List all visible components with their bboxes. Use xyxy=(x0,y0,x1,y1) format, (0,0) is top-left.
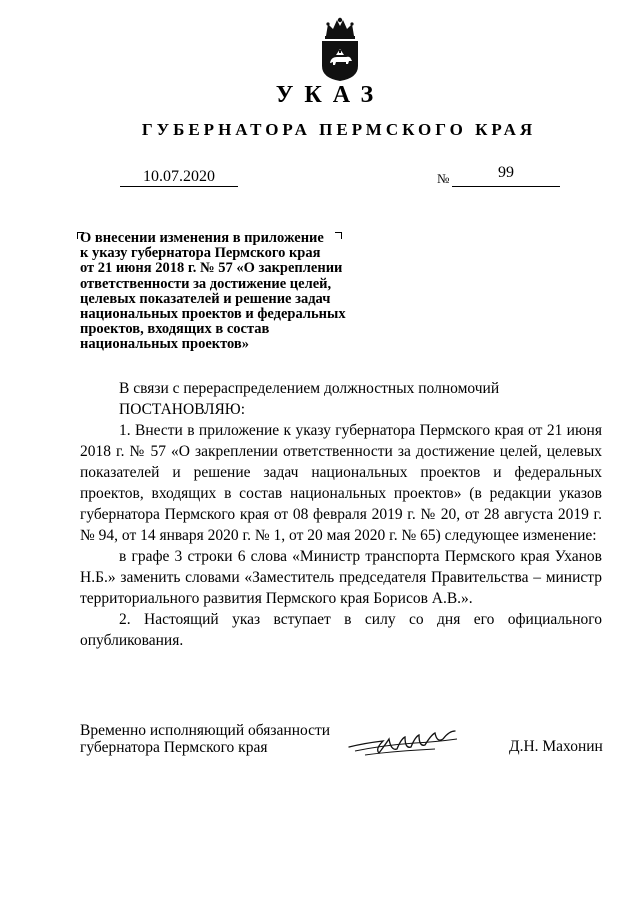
item-1-change-paragraph: в графе 3 строки 6 слова «Министр транспорта Пермского края Уханов Н.Б.» заменить словами «Заместитель председателя Правительства – министр территориального развития Пермского края Борисов А.В.». xyxy=(80,548,602,607)
issuer-heading: ГУБЕРНАТОРА ПЕРМСКОГО КРАЯ xyxy=(141,120,537,139)
number-sign: № xyxy=(437,171,450,186)
signer-position-line: губернатора Пермского края xyxy=(80,739,268,756)
title-line: целевых показателей и решение задач xyxy=(80,290,331,307)
title-line: О внесении изменения в приложение xyxy=(80,230,324,246)
handwritten-signature-icon xyxy=(345,725,465,761)
title-corner-bracket-left xyxy=(77,232,84,239)
signer-position xyxy=(80,722,330,756)
title-corner-bracket-right xyxy=(335,232,342,239)
title-line: ответственности за достижение целей, xyxy=(80,275,332,292)
item-2-paragraph: 2. Настоящий указ вступает в силу со дня его официального опубликования. xyxy=(80,611,602,649)
document-title xyxy=(80,231,380,353)
item-1-paragraph: 1. Внести в приложение к указу губернатора Пермского края от 21 июня 2018 г. № 57 «О закреплении ответственности за достижение целей, целевых показателей и решение задач национальных проектов и федеральных проектов, входящих в состав национальных проектов» (в редакции указов губернатора Пермского края от 08 февраля 2019 г. № 20, от 28 августа 2019 г. № 94, от 14 января 2020 г. № 1, от 20 мая 2020 г. № 65) следующее изменение: xyxy=(80,422,602,544)
decree-word: ПОСТАНОВЛЯЮ: xyxy=(119,401,246,418)
signer-position-line: Временно исполняющий обязанности xyxy=(80,722,331,739)
title-line: национальных проектов и федеральных xyxy=(80,306,346,323)
intro-paragraph: В связи с перераспределением должностных полномочий xyxy=(119,380,500,397)
signer-name: Д.Н. Махонин xyxy=(509,738,603,755)
title-line: от 21 июня 2018 г. № 57 «О закреплении xyxy=(80,260,343,277)
document-type-heading: УКАЗ xyxy=(275,82,385,108)
document-date: 10.07.2020 xyxy=(120,168,238,187)
title-line: проектов, входящих в состав xyxy=(80,321,270,338)
title-line: к указу губернатора Пермского края xyxy=(80,245,321,262)
document-number: 99 xyxy=(452,164,560,187)
title-line: национальных проектов» xyxy=(80,336,250,353)
coat-of-arms-icon xyxy=(318,16,362,82)
